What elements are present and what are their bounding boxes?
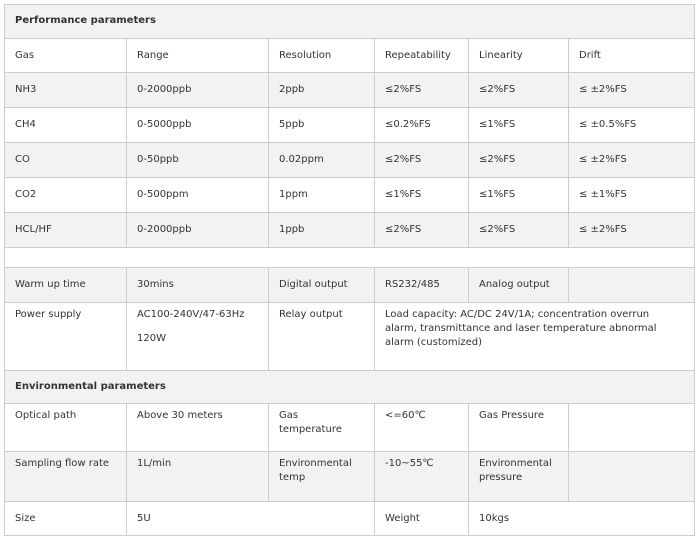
env-temp-label: Environmental temp [269,452,375,502]
optical-path-value: Above 30 meters [127,404,269,452]
header-resolution: Resolution [269,39,375,73]
gas-cell: CO2 [5,178,127,213]
sampling-flow-label: Sampling flow rate [5,452,127,502]
weight-value: 10kgs [469,502,695,536]
performance-header-row [5,39,695,73]
power-supply-label: Power supply [5,303,127,371]
spec-table [4,4,695,536]
resolution-cell: 1ppm [269,178,375,213]
env-pressure-value [569,452,695,502]
repeatability-cell: ≤1%FS [375,178,469,213]
power-value: 120W [137,333,166,344]
drift-cell: ≤ ±2%FS [569,73,695,108]
table-row [5,73,695,108]
analog-output-value [569,268,695,303]
spacer-row [5,248,695,268]
resolution-cell: 5ppb [269,108,375,143]
drift-cell: ≤ ±1%FS [569,178,695,213]
size-row [5,502,695,536]
weight-label: Weight [375,502,469,536]
relay-output-label: Relay output [269,303,375,371]
power-supply-cell [127,303,269,371]
power-supply-value: AC100-240V/47-63Hz [137,309,245,320]
spacer-cell [5,248,695,268]
gas-cell: CH4 [5,108,127,143]
repeatability-cell: ≤2%FS [375,213,469,248]
analog-output-label: Analog output [469,268,569,303]
digital-output-label: Digital output [269,268,375,303]
size-value: 5U [127,502,375,536]
linearity-cell: ≤2%FS [469,143,569,178]
gas-cell: NH3 [5,73,127,108]
warm-up-label: Warm up time [5,268,127,303]
env-pressure-label: Environmental pressure [469,452,569,502]
header-linearity: Linearity [469,39,569,73]
drift-cell: ≤ ±2%FS [569,213,695,248]
linearity-cell: ≤1%FS [469,178,569,213]
table-row [5,143,695,178]
relay-output-value: Load capacity: AC/DC 24V/1A; concentration overrun alarm, transmittance and laser temperature abnormal alarm (customized) [375,303,695,371]
resolution-cell: 2ppb [269,73,375,108]
header-gas: Gas [5,39,127,73]
gas-pressure-label: Gas Pressure [469,404,569,452]
table-row [5,178,695,213]
env-temp-value: -10~55℃ [375,452,469,502]
range-cell: 0-2000ppb [127,213,269,248]
header-drift: Drift [569,39,695,73]
drift-cell: ≤ ±2%FS [569,143,695,178]
resolution-cell: 1ppb [269,213,375,248]
performance-section-title: Performance parameters [5,5,695,39]
gas-pressure-value [569,404,695,452]
repeatability-cell: ≤2%FS [375,143,469,178]
gas-temperature-value: <=60℃ [375,404,469,452]
sampling-flow-row [5,452,695,502]
linearity-cell: ≤2%FS [469,213,569,248]
optical-path-label: Optical path [5,404,127,452]
table-row [5,108,695,143]
repeatability-cell: ≤2%FS [375,73,469,108]
range-cell: 0-50ppb [127,143,269,178]
power-supply-row [5,303,695,371]
environmental-section-row [5,371,695,404]
performance-section-row [5,5,695,39]
digital-output-value: RS232/485 [375,268,469,303]
gas-cell: CO [5,143,127,178]
repeatability-cell: ≤0.2%FS [375,108,469,143]
header-repeatability: Repeatability [375,39,469,73]
gas-temperature-label: Gas temperature [269,404,375,452]
optical-path-row [5,404,695,452]
warm-up-row [5,268,695,303]
linearity-cell: ≤2%FS [469,73,569,108]
gas-cell: HCL/HF [5,213,127,248]
warm-up-value: 30mins [127,268,269,303]
size-label: Size [5,502,127,536]
drift-cell: ≤ ±0.5%FS [569,108,695,143]
header-range: Range [127,39,269,73]
resolution-cell: 0.02ppm [269,143,375,178]
range-cell: 0-5000ppb [127,108,269,143]
environmental-section-title: Environmental parameters [5,371,695,404]
range-cell: 0-2000ppb [127,73,269,108]
range-cell: 0-500ppm [127,178,269,213]
table-row [5,213,695,248]
linearity-cell: ≤1%FS [469,108,569,143]
sampling-flow-value: 1L/min [127,452,269,502]
